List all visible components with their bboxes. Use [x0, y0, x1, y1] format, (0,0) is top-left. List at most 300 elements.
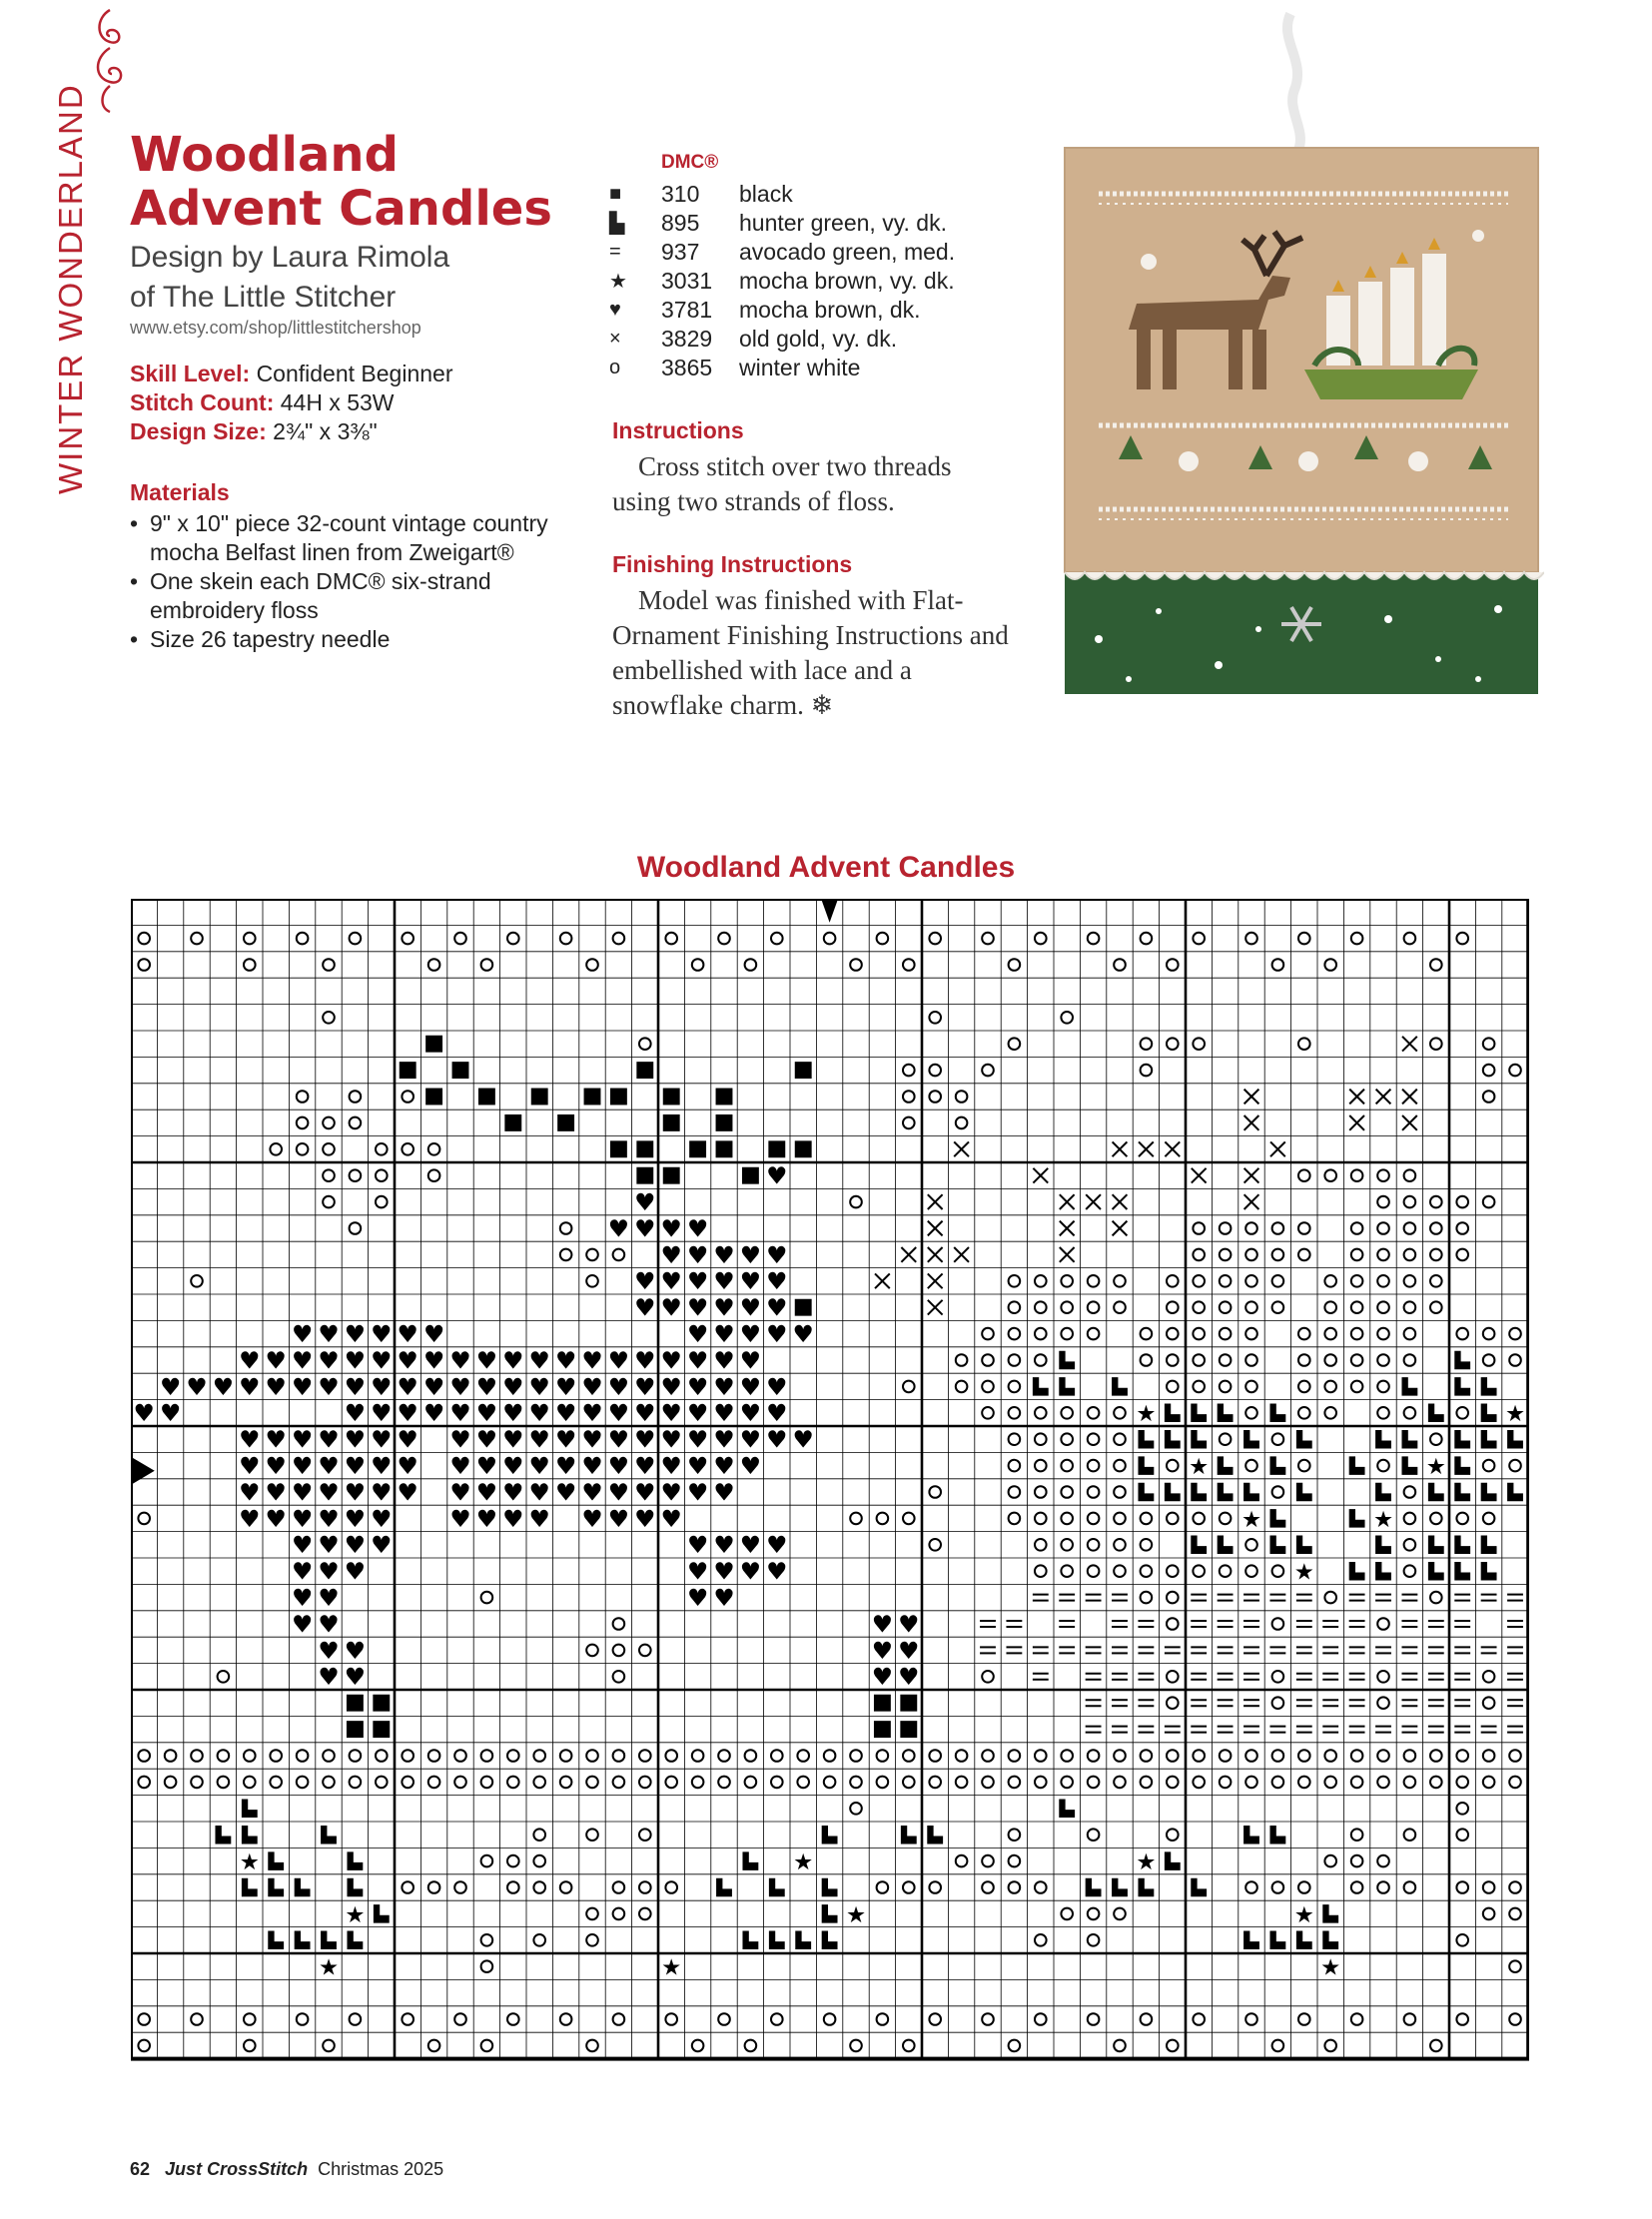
materials-item: • 9" x 10" piece 32-count vintage country mocha Belfast linen from Zweigart®: [130, 509, 549, 567]
key-symbol: ♥: [609, 299, 621, 321]
stitch-black-symbol: [716, 1140, 733, 1157]
stitch-mocha-symbol: ♥: [686, 1293, 709, 1322]
stitch-mocha-symbol: ♥: [318, 1610, 340, 1639]
stitch-mocha-symbol: ♥: [449, 1504, 471, 1533]
stitch-mocha-symbol: ♥: [766, 1320, 788, 1349]
instructions-heading: Instructions: [612, 417, 744, 443]
stitch-mocha-symbol: ♥: [528, 1372, 550, 1401]
stitch-mocha-symbol: ♥: [528, 1478, 550, 1507]
key-row: [609, 296, 955, 325]
stitch-mocha-symbol: ♥: [502, 1425, 524, 1454]
stitch-mocha-symbol: ♥: [871, 1636, 894, 1665]
stitch-mocha-symbol: ♥: [291, 1584, 314, 1613]
key-name: avocado green, med.: [739, 239, 956, 265]
stitch-mocha-symbol: ♥: [739, 1267, 762, 1296]
stitch-mocha-symbol: ♥: [634, 1504, 656, 1533]
stitch-mocha-symbol: ♥: [686, 1346, 709, 1375]
stitch-mocha-symbol: ♥: [449, 1346, 471, 1375]
stitch-mocha-symbol: ♥: [502, 1399, 524, 1428]
stitch-mocha-symbol: ♥: [397, 1399, 418, 1428]
stitch-mocha-symbol: ♥: [239, 1425, 261, 1454]
stitch-mocha-symbol: ♥: [713, 1531, 735, 1560]
designer-name: Design by Laura Rimola: [130, 241, 450, 274]
stitch-black-symbol: [452, 1062, 469, 1079]
stitch-mocha-symbol: ♥: [475, 1346, 498, 1375]
stitch-black-symbol: [504, 1114, 521, 1131]
stitch-mocha-symbol: ♥: [265, 1372, 287, 1401]
stitch-mocha-symbol: ♥: [344, 1557, 367, 1586]
stitch-mocha-symbol: ♥: [239, 1372, 261, 1401]
stitch-black-symbol: [663, 1167, 680, 1184]
stitch-mocha-symbol: ♥: [871, 1663, 894, 1692]
stitch-black-symbol: [663, 1114, 680, 1131]
stitch-mocha-vydk-symbol: ★: [1189, 1454, 1210, 1481]
stitch-mocha-symbol: ♥: [607, 1399, 630, 1428]
stitch-mocha-symbol: ♥: [371, 1425, 393, 1454]
stitch-mocha-vydk-symbol: ★: [1240, 1506, 1262, 1533]
stitch-mocha-symbol: ♥: [371, 1504, 393, 1533]
stitch-mocha-symbol: ♥: [344, 1531, 367, 1560]
stitch-mocha-symbol: ♥: [792, 1425, 814, 1454]
stitch-mocha-symbol: ♥: [528, 1399, 550, 1428]
stitch-mocha-symbol: ♥: [607, 1346, 630, 1375]
stitch-mocha-symbol: ♥: [792, 1320, 814, 1349]
stitch-mocha-symbol: ♥: [344, 1320, 367, 1349]
stitch-mocha-symbol: ♥: [713, 1320, 735, 1349]
color-key: [609, 180, 955, 382]
stitch-black-symbol: [478, 1089, 495, 1106]
key-symbol: o: [609, 357, 621, 378]
stitch-mocha-symbol: ♥: [344, 1346, 367, 1375]
key-name: mocha brown, vy. dk.: [739, 268, 955, 294]
stitch-mocha-symbol: ♥: [660, 1346, 682, 1375]
stitch-mocha-symbol: ♥: [581, 1504, 603, 1533]
stitch-mocha-symbol: ♥: [422, 1320, 445, 1349]
stitch-mocha-symbol: ♥: [318, 1452, 340, 1481]
stitch-mocha-symbol: ♥: [502, 1452, 524, 1481]
stitch-mocha-symbol: ♥: [397, 1346, 418, 1375]
pattern-specs: [130, 360, 452, 446]
stitch-mocha-symbol: ♥: [291, 1425, 314, 1454]
stitch-mocha-symbol: ♥: [528, 1346, 550, 1375]
stitch-mocha-symbol: ♥: [344, 1478, 367, 1507]
stitch-mocha-symbol: ♥: [581, 1372, 603, 1401]
stitch-mocha-symbol: ♥: [766, 1531, 788, 1560]
stitch-mocha-symbol: ♥: [713, 1452, 735, 1481]
stitch-mocha-symbol: ♥: [607, 1425, 630, 1454]
key-number: 937: [661, 239, 700, 265]
stitch-mocha-symbol: ♥: [449, 1425, 471, 1454]
key-number: 895: [661, 210, 700, 236]
materials-list: [130, 509, 549, 654]
stitch-mocha-symbol: ♥: [739, 1531, 762, 1560]
stitch-black-symbol: [900, 1721, 917, 1738]
stitch-mocha-symbol: ♥: [686, 1478, 709, 1507]
stitch-mocha-symbol: ♥: [739, 1372, 762, 1401]
stitch-mocha-symbol: ♥: [397, 1425, 418, 1454]
stitch-black-symbol: [768, 1140, 785, 1157]
stitch-mocha-symbol: ♥: [766, 1557, 788, 1586]
stitch-mocha-symbol: ♥: [554, 1346, 577, 1375]
stitch-mocha-symbol: ♥: [291, 1452, 314, 1481]
stitch-mocha-symbol: ♥: [318, 1557, 340, 1586]
stitch-mocha-symbol: ♥: [634, 1267, 656, 1296]
stitch-mocha-symbol: ♥: [371, 1531, 393, 1560]
stitch-black-symbol: [610, 1089, 627, 1106]
stitch-mocha-symbol: ♥: [344, 1504, 367, 1533]
stitch-mocha-symbol: ♥: [159, 1372, 182, 1401]
stitch-mocha-symbol: ♥: [397, 1478, 418, 1507]
stitch-mocha-symbol: ♥: [318, 1425, 340, 1454]
stitch-mocha-symbol: ♥: [660, 1425, 682, 1454]
stitch-mocha-symbol: ♥: [265, 1478, 287, 1507]
key-row: [609, 267, 955, 296]
stitch-mocha-symbol: ♥: [660, 1293, 682, 1322]
stitch-black-symbol: [557, 1114, 574, 1131]
stitch-mocha-symbol: ♥: [713, 1399, 735, 1428]
stitch-mocha-symbol: ♥: [686, 1240, 709, 1269]
stitch-mocha-symbol: ♥: [766, 1399, 788, 1428]
stitch-mocha-vydk-symbol: ★: [793, 1849, 814, 1876]
stitch-black-symbol: [400, 1062, 416, 1079]
stitch-mocha-symbol: ♥: [291, 1346, 314, 1375]
stitch-black-symbol: [531, 1089, 548, 1106]
stitch-mocha-symbol: ♥: [554, 1372, 577, 1401]
stitch-mocha-symbol: ♥: [660, 1372, 682, 1401]
stitch-mocha-vydk-symbol: ★: [1504, 1401, 1526, 1428]
stitch-mocha-symbol: ♥: [898, 1663, 920, 1692]
key-number: 310: [661, 181, 700, 207]
magazine-name: Just CrossStitch: [165, 2159, 309, 2179]
stitch-black-symbol: [610, 1140, 627, 1157]
stitch-mocha-symbol: ♥: [502, 1504, 524, 1533]
stitch-mocha-symbol: ♥: [766, 1372, 788, 1401]
stitch-mocha-symbol: ♥: [265, 1452, 287, 1481]
stitch-mocha-symbol: ♥: [554, 1425, 577, 1454]
stitch-mocha-symbol: ♥: [291, 1610, 314, 1639]
stitch-mocha-symbol: ♥: [634, 1372, 656, 1401]
stitch-mocha-symbol: ♥: [660, 1240, 682, 1269]
stitch-mocha-symbol: ♥: [265, 1425, 287, 1454]
stitch-mocha-symbol: ♥: [475, 1452, 498, 1481]
stitch-mocha-symbol: ♥: [581, 1425, 603, 1454]
stitch-mocha-symbol: ♥: [239, 1452, 261, 1481]
stitch-mocha-symbol: ♥: [739, 1452, 762, 1481]
stitch-mocha-symbol: ♥: [739, 1399, 762, 1428]
stitch-mocha-symbol: ♥: [713, 1293, 735, 1322]
key-row: [609, 354, 955, 382]
stitch-mocha-symbol: ♥: [291, 1372, 314, 1401]
designer-url[interactable]: www.etsy.com/shop/littlestitchershop: [130, 318, 421, 338]
stitch-mocha-symbol: ♥: [397, 1320, 418, 1349]
stitch-mocha-symbol: ♥: [686, 1584, 709, 1613]
stitch-mocha-symbol: ♥: [713, 1267, 735, 1296]
stitch-mocha-vydk-symbol: ★: [845, 1901, 867, 1928]
stitch-mocha-symbol: ♥: [739, 1425, 762, 1454]
stitch-mocha-symbol: ♥: [766, 1425, 788, 1454]
stitch-mocha-symbol: ♥: [686, 1557, 709, 1586]
stitch-mocha-symbol: ♥: [554, 1478, 577, 1507]
designer-shop: of The Little Stitcher: [130, 281, 397, 314]
stitch-mocha-vydk-symbol: ★: [1293, 1901, 1314, 1928]
designer-credit: [130, 238, 449, 318]
stitch-black-symbol: [874, 1721, 891, 1738]
stitch-black-symbol: [373, 1695, 390, 1712]
stitch-mocha-symbol: ♥: [291, 1531, 314, 1560]
stitch-mocha-vydk-symbol: ★: [1320, 1954, 1341, 1981]
stitch-mocha-symbol: ♥: [686, 1531, 709, 1560]
key-row: [609, 180, 955, 209]
stitch-mocha-symbol: ♥: [713, 1557, 735, 1586]
stitch-mocha-symbol: ♥: [528, 1452, 550, 1481]
materials-heading: Materials: [130, 479, 230, 505]
stitch-black-symbol: [347, 1721, 364, 1738]
key-symbol: ★: [609, 271, 627, 293]
stitch-mocha-symbol: ♥: [713, 1425, 735, 1454]
key-number: 3031: [661, 268, 713, 294]
stitch-mocha-symbol: ♥: [634, 1293, 656, 1322]
stitch-mocha-symbol: ♥: [291, 1478, 314, 1507]
stitch-mocha-symbol: ♥: [581, 1346, 603, 1375]
stitch-mocha-symbol: ♥: [528, 1425, 550, 1454]
stitch-black-symbol: [742, 1167, 759, 1184]
section-label: WINTER WONDERLAND: [52, 83, 89, 494]
stitch-black-symbol: [636, 1062, 653, 1079]
stitch-mocha-symbol: ♥: [475, 1425, 498, 1454]
stitch-mocha-symbol: ♥: [713, 1478, 735, 1507]
stitch-mocha-symbol: ♥: [502, 1478, 524, 1507]
stitch-mocha-symbol: ♥: [607, 1504, 630, 1533]
stitch-mocha-vydk-symbol: ★: [239, 1849, 260, 1876]
stitch-mocha-symbol: ♥: [660, 1267, 682, 1296]
stitch-mocha-symbol: ♥: [475, 1504, 498, 1533]
stitch-mocha-symbol: ♥: [397, 1452, 418, 1481]
stitch-mocha-symbol: ♥: [371, 1478, 393, 1507]
stitch-black-symbol: [636, 1167, 653, 1184]
key-name: mocha brown, dk.: [739, 297, 921, 323]
key-number: 3781: [661, 297, 713, 323]
stitch-mocha-symbol: ♥: [344, 1372, 367, 1401]
stitch-black-symbol: [795, 1299, 812, 1316]
stitch-mocha-symbol: ♥: [318, 1346, 340, 1375]
stitch-mocha-symbol: ♥: [660, 1214, 682, 1243]
stitch-mocha-symbol: ♥: [344, 1399, 367, 1428]
stitch-mocha-symbol: ♥: [607, 1478, 630, 1507]
stitch-mocha-symbol: ♥: [686, 1372, 709, 1401]
key-symbol: ×: [609, 328, 621, 350]
key-symbol: =: [609, 241, 621, 263]
cross-stitch-chart: [131, 899, 1529, 2081]
stitch-mocha-symbol: ♥: [422, 1346, 445, 1375]
page-footer: [130, 2159, 443, 2180]
finishing-text: Model was finished with Flat-Ornament Finishing Instructions and embellished with lace and a snowflake charm. ❄: [612, 585, 1009, 720]
stitch-mocha-symbol: ♥: [739, 1240, 762, 1269]
stitch-mocha-symbol: ♥: [634, 1399, 656, 1428]
stitch-mocha-symbol: ♥: [686, 1425, 709, 1454]
stitch-mocha-symbol: ♥: [344, 1663, 367, 1692]
stitch-mocha-symbol: ♥: [713, 1584, 735, 1613]
stitch-mocha-symbol: ♥: [766, 1293, 788, 1322]
stitch-mocha-symbol: ♥: [528, 1504, 550, 1533]
stitch-mocha-symbol: ♥: [344, 1452, 367, 1481]
stitch-black-symbol: [795, 1140, 812, 1157]
key-symbol: ■: [609, 183, 622, 205]
issue-name: Christmas 2025: [318, 2159, 444, 2179]
stitch-mocha-vydk-symbol: ★: [1136, 1401, 1157, 1428]
stitch-mocha-symbol: ♥: [239, 1346, 261, 1375]
stitch-mocha-symbol: ♥: [766, 1267, 788, 1296]
stitch-black-symbol: [663, 1089, 680, 1106]
stitch-mocha-vydk-symbol: ★: [345, 1901, 366, 1928]
stitch-mocha-symbol: ♥: [371, 1346, 393, 1375]
stitch-mocha-symbol: ♥: [422, 1399, 445, 1428]
stitch-mocha-symbol: ♥: [686, 1267, 709, 1296]
stitch-mocha-symbol: ♥: [475, 1399, 498, 1428]
key-row: [609, 209, 955, 238]
stitch-mocha-symbol: ♥: [449, 1399, 471, 1428]
stitch-mocha-symbol: ♥: [607, 1452, 630, 1481]
stitch-mocha-symbol: ♥: [554, 1452, 577, 1481]
stitch-black-symbol: [584, 1089, 601, 1106]
stitch-mocha-symbol: ♥: [449, 1452, 471, 1481]
stitch-mocha-symbol: ♥: [318, 1584, 340, 1613]
skill-level: Skill Level: Confident Beginner: [130, 361, 453, 386]
stitch-black-symbol: [689, 1140, 706, 1157]
stitch-mocha-symbol: ♥: [212, 1372, 235, 1401]
stitch-mocha-symbol: ♥: [686, 1452, 709, 1481]
stitch-mocha-vydk-symbol: ★: [1372, 1506, 1394, 1533]
stitch-mocha-symbol: ♥: [634, 1452, 656, 1481]
stitch-mocha-symbol: ♥: [318, 1320, 340, 1349]
stitch-mocha-symbol: ♥: [634, 1478, 656, 1507]
stitch-mocha-symbol: ♥: [581, 1452, 603, 1481]
stitch-mocha-symbol: ♥: [660, 1452, 682, 1481]
stitch-mocha-symbol: ♥: [660, 1399, 682, 1428]
stitch-mocha-symbol: ♥: [766, 1161, 788, 1190]
stitch-mocha-symbol: ♥: [660, 1478, 682, 1507]
key-name: hunter green, vy. dk.: [739, 210, 947, 236]
stitch-mocha-symbol: ♥: [291, 1504, 314, 1533]
key-heading: DMC®: [661, 152, 719, 173]
stitch-mocha-symbol: ♥: [634, 1214, 656, 1243]
key-name: winter white: [739, 355, 861, 380]
stitch-mocha-symbol: ♥: [581, 1478, 603, 1507]
stitch-mocha-symbol: ♥: [686, 1320, 709, 1349]
stitch-black-symbol: [425, 1036, 442, 1053]
stitch-mocha-symbol: ♥: [422, 1372, 445, 1401]
stitch-mocha-symbol: ♥: [634, 1425, 656, 1454]
key-name: black: [739, 181, 793, 207]
stitch-mocha-symbol: ♥: [344, 1425, 367, 1454]
stitch-mocha-symbol: ♥: [371, 1372, 393, 1401]
finished-ornament-photo: [1059, 0, 1544, 699]
stitch-mocha-symbol: ♥: [686, 1399, 709, 1428]
stitch-black-symbol: [636, 1140, 653, 1157]
stitch-mocha-symbol: ♥: [607, 1372, 630, 1401]
stitch-mocha-symbol: ♥: [318, 1636, 340, 1665]
stitch-mocha-symbol: ♥: [186, 1372, 208, 1401]
stitch-black-symbol: [716, 1089, 733, 1106]
stitch-mocha-symbol: ♥: [291, 1320, 314, 1349]
pattern-title: Woodland Advent Candles: [130, 127, 552, 237]
stitch-black-symbol: [900, 1695, 917, 1712]
stitch-mocha-symbol: ♥: [607, 1214, 630, 1243]
stitch-mocha-vydk-symbol: ★: [1293, 1559, 1314, 1586]
swirl-ornament-icon: [88, 8, 132, 118]
stitch-mocha-symbol: ♥: [344, 1636, 367, 1665]
stitch-mocha-symbol: ♥: [581, 1399, 603, 1428]
stitch-black-symbol: [373, 1721, 390, 1738]
stitch-mocha-symbol: ♥: [739, 1557, 762, 1586]
stitch-mocha-symbol: ♥: [713, 1240, 735, 1269]
stitch-mocha-vydk-symbol: ★: [318, 1954, 340, 1981]
finishing-heading: Finishing Instructions: [612, 551, 853, 577]
stitch-mocha-symbol: ♥: [371, 1452, 393, 1481]
stitch-count: Stitch Count: 44H x 53W: [130, 389, 395, 415]
stitch-mocha-symbol: ♥: [475, 1372, 498, 1401]
stitch-mocha-symbol: ♥: [318, 1663, 340, 1692]
stitch-mocha-symbol: ♥: [159, 1399, 182, 1428]
materials-item: • Size 26 tapestry needle: [130, 625, 549, 654]
stitch-mocha-symbol: ♥: [239, 1504, 261, 1533]
stitch-mocha-symbol: ♥: [371, 1399, 393, 1428]
stitch-mocha-symbol: ♥: [898, 1610, 920, 1639]
key-row: [609, 238, 955, 267]
stitch-mocha-symbol: ♥: [739, 1293, 762, 1322]
materials-item: • One skein each DMC® six-strand embroidery floss: [130, 567, 549, 625]
stitch-mocha-symbol: ♥: [686, 1214, 709, 1243]
stitch-mocha-symbol: ♥: [265, 1346, 287, 1375]
stitch-mocha-symbol: ♥: [133, 1399, 155, 1428]
stitch-mocha-symbol: ♥: [318, 1478, 340, 1507]
stitch-mocha-symbol: ♥: [766, 1240, 788, 1269]
stitch-black-symbol: [425, 1089, 442, 1106]
stitch-mocha-symbol: ♥: [449, 1478, 471, 1507]
stitch-black-symbol: [795, 1062, 812, 1079]
stitch-mocha-symbol: ♥: [475, 1478, 498, 1507]
design-size: Design Size: 2¾" x 3⅜": [130, 418, 378, 444]
stitch-mocha-symbol: ♥: [660, 1504, 682, 1533]
stitch-black-symbol: [347, 1695, 364, 1712]
stitch-mocha-symbol: ♥: [898, 1636, 920, 1665]
stitch-mocha-symbol: ♥: [554, 1399, 577, 1428]
stitch-mocha-symbol: ♥: [371, 1320, 393, 1349]
stitch-mocha-symbol: ♥: [739, 1320, 762, 1349]
stitch-mocha-symbol: ♥: [291, 1557, 314, 1586]
stitch-mocha-vydk-symbol: ★: [1425, 1454, 1446, 1481]
stitch-mocha-symbol: ♥: [318, 1504, 340, 1533]
stitch-black-symbol: [716, 1114, 733, 1131]
stitch-mocha-symbol: ♥: [265, 1504, 287, 1533]
stitch-mocha-symbol: ♥: [318, 1372, 340, 1401]
stitch-mocha-vydk-symbol: ★: [1136, 1849, 1157, 1876]
key-row: [609, 325, 955, 354]
stitch-mocha-symbol: ♥: [239, 1478, 261, 1507]
instructions-text: Cross stitch over two threads using two strands of floss.: [612, 451, 952, 516]
stitch-mocha-symbol: ♥: [713, 1346, 735, 1375]
key-name: old gold, vy. dk.: [739, 326, 898, 352]
stitch-mocha-symbol: ♥: [502, 1372, 524, 1401]
stitch-black-symbol: [874, 1695, 891, 1712]
stitch-mocha-symbol: ♥: [713, 1372, 735, 1401]
key-symbol: ▙: [609, 213, 625, 235]
stitch-mocha-symbol: ♥: [634, 1346, 656, 1375]
stitch-mocha-symbol: ♥: [739, 1346, 762, 1375]
key-number: 3829: [661, 326, 713, 352]
stitch-mocha-symbol: ♥: [502, 1346, 524, 1375]
stitch-mocha-symbol: ♥: [871, 1610, 894, 1639]
stitch-mocha-symbol: ♥: [318, 1531, 340, 1560]
